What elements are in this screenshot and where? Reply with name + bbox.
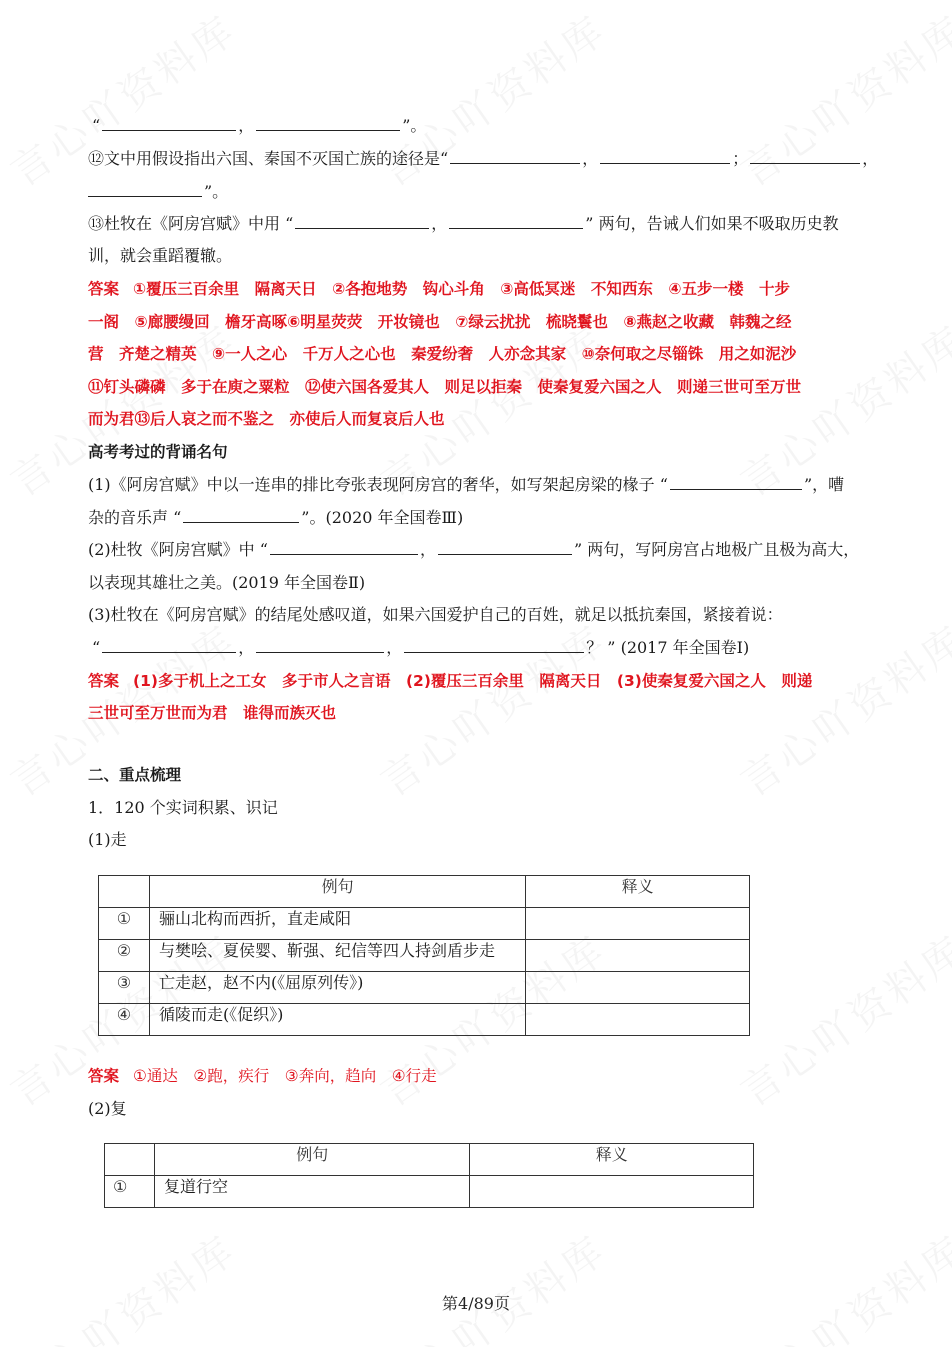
famous-question-2-cont: 以表现其雄壮之美。(2019 年全国卷Ⅱ) xyxy=(88,573,366,592)
row-number: ① xyxy=(105,1176,155,1208)
page-number: 第4/89页 xyxy=(442,1294,510,1313)
fill-blank[interactable] xyxy=(256,638,384,653)
answer-label: 答案 xyxy=(88,1067,120,1085)
fill-blank[interactable] xyxy=(256,116,400,131)
meaning-cell[interactable] xyxy=(526,972,750,1004)
header-cell-num xyxy=(105,1144,155,1176)
table-header-row xyxy=(99,876,750,908)
word-label-fu: (2)复 xyxy=(88,1099,127,1118)
answer-block-1-line: ⑪钉头磷磷 多于在庾之粟粒 ⑫使六国各爱其人 则足以拒秦 使秦复爱六国之人 则递三世可至万世 xyxy=(88,378,802,396)
fill-blank[interactable] xyxy=(450,149,580,164)
famous-question-2: (2)杜牧《阿房宫赋》中 “ ， ” 两句，写阿房宫占地极广且极为高大， xyxy=(88,540,860,559)
row-number: ② xyxy=(99,940,150,972)
header-cell-meaning: 释义 xyxy=(470,1144,754,1176)
answer-block-3: 答案 ①通达 ②跑，疾行 ③奔向，趋向 ④行走 xyxy=(88,1067,437,1085)
vocab-table-zou xyxy=(98,875,750,1036)
fill-blank[interactable] xyxy=(449,214,583,229)
fill-blank[interactable] xyxy=(88,182,202,197)
example-sentence: 骊山北构而西折，直走咸阳 xyxy=(149,908,525,940)
example-sentence: 复道行空 xyxy=(154,1176,470,1208)
fill-blank[interactable] xyxy=(183,508,299,523)
watermark xyxy=(0,1219,246,1347)
famous-question-1: (1)《阿房宫赋》中以一连串的排比夸张表现阿房宫的奢华，如写架起房梁的椽子 “ ”，嘈 xyxy=(88,475,845,494)
answer-label: 答案 xyxy=(88,280,120,298)
fill-blank[interactable] xyxy=(102,116,236,131)
answer-block-1-line: 营 齐楚之精英 ⑨一人之心 千万人之心也 秦爱纷奢 人亦念其家 ⑩奈何取之尽锱铢 用之如泥沙 xyxy=(88,345,797,363)
example-sentence: 循陵而走(《促织》) xyxy=(149,1004,525,1036)
meaning-cell[interactable] xyxy=(470,1176,754,1208)
watermark xyxy=(728,1219,952,1347)
question-11-tail: “ ， ”。 xyxy=(92,116,427,135)
meaning-cell[interactable] xyxy=(526,940,750,972)
question-12: ⑫文中用假设指出六国、秦国不灭国亡族的途径是“ ， ； ， xyxy=(88,149,879,168)
row-number: ① xyxy=(99,908,150,940)
header-cell-num xyxy=(99,876,150,908)
fill-blank[interactable] xyxy=(295,214,429,229)
fill-blank[interactable] xyxy=(270,540,418,555)
header-cell-sentence: 例句 xyxy=(154,1144,470,1176)
row-number: ④ xyxy=(99,1004,150,1036)
famous-question-3: (3)杜牧在《阿房宫赋》的结尾处感叹道，如果六国爱护自己的百姓，就足以抵抗秦国，紧接着说： xyxy=(88,605,783,624)
answer-block-1-line: 而为君⑬后人哀之而不鉴之 亦使后人而复哀后人也 xyxy=(88,410,445,428)
vocab-table-fu xyxy=(104,1143,754,1208)
fill-blank[interactable] xyxy=(438,540,572,555)
section-heading-famous-lines: 高考考过的背诵名句 xyxy=(88,443,228,461)
header-cell-meaning: 释义 xyxy=(526,876,750,908)
answer-block-2-line: 三世可至万世而为君 谁得而族灭也 xyxy=(88,704,337,722)
table-row xyxy=(99,908,750,940)
table-row xyxy=(99,940,750,972)
table-row xyxy=(99,972,750,1004)
fill-blank[interactable] xyxy=(600,149,730,164)
fill-blank[interactable] xyxy=(670,475,802,490)
question-13-cont: 训，就会重蹈覆辙。 xyxy=(88,246,233,265)
question-12-cont: ”。 xyxy=(88,182,228,202)
table-row xyxy=(99,1004,750,1036)
watermark xyxy=(728,609,952,807)
example-sentence: 与樊哙、夏侯婴、靳强、纪信等四人持剑盾步走 xyxy=(149,940,525,972)
answer-label: 答案 xyxy=(88,672,120,690)
table-row xyxy=(105,1176,754,1208)
row-number: ③ xyxy=(99,972,150,1004)
header-cell-sentence: 例句 xyxy=(149,876,525,908)
fill-blank[interactable] xyxy=(404,638,584,653)
meaning-cell[interactable] xyxy=(526,1004,750,1036)
watermark xyxy=(728,919,952,1117)
subheading-vocabulary: 1．120 个实词积累、识记 xyxy=(88,798,278,817)
section-heading-key-points: 二、重点梳理 xyxy=(88,766,182,784)
answer-block-1-line: 答案 ①覆压三百余里 隔离天日 ②各抱地势 钩心斗角 ③高低冥迷 不知西东 ④五步一楼 十步 xyxy=(88,280,791,298)
meaning-cell[interactable] xyxy=(526,908,750,940)
answer-block-1-line: 一阁 ⑤廊腰缦回 檐牙高啄⑥明星荧荧 开妆镜也 ⑦绿云扰扰 梳晓鬟也 ⑧燕赵之收藏 韩魏之经 xyxy=(88,313,792,331)
answer-block-2-line: 答案 (1)多于机上之工女 多于市人之言语 (2)覆压三百余里 隔离天日 (3)使秦复爱六国之人 则递 xyxy=(88,672,813,690)
fill-blank[interactable] xyxy=(102,638,236,653)
table-header-row xyxy=(105,1144,754,1176)
famous-question-1-cont: 杂的音乐声 “ ”。(2020 年全国卷Ⅲ) xyxy=(88,508,464,527)
famous-question-3-cont: “ ， ， ？ ” (2017 年全国卷Ⅰ) xyxy=(92,638,750,657)
word-label-zou: (1)走 xyxy=(88,830,127,849)
question-13: ⑬杜牧在《阿房宫赋》中用 “ ， ” 两句，告诫人们如果不吸取历史教 xyxy=(88,214,839,233)
fill-blank[interactable] xyxy=(750,149,860,164)
example-sentence: 亡走赵，赵不内(《屈原列传》) xyxy=(149,972,525,1004)
watermark xyxy=(368,1219,617,1347)
